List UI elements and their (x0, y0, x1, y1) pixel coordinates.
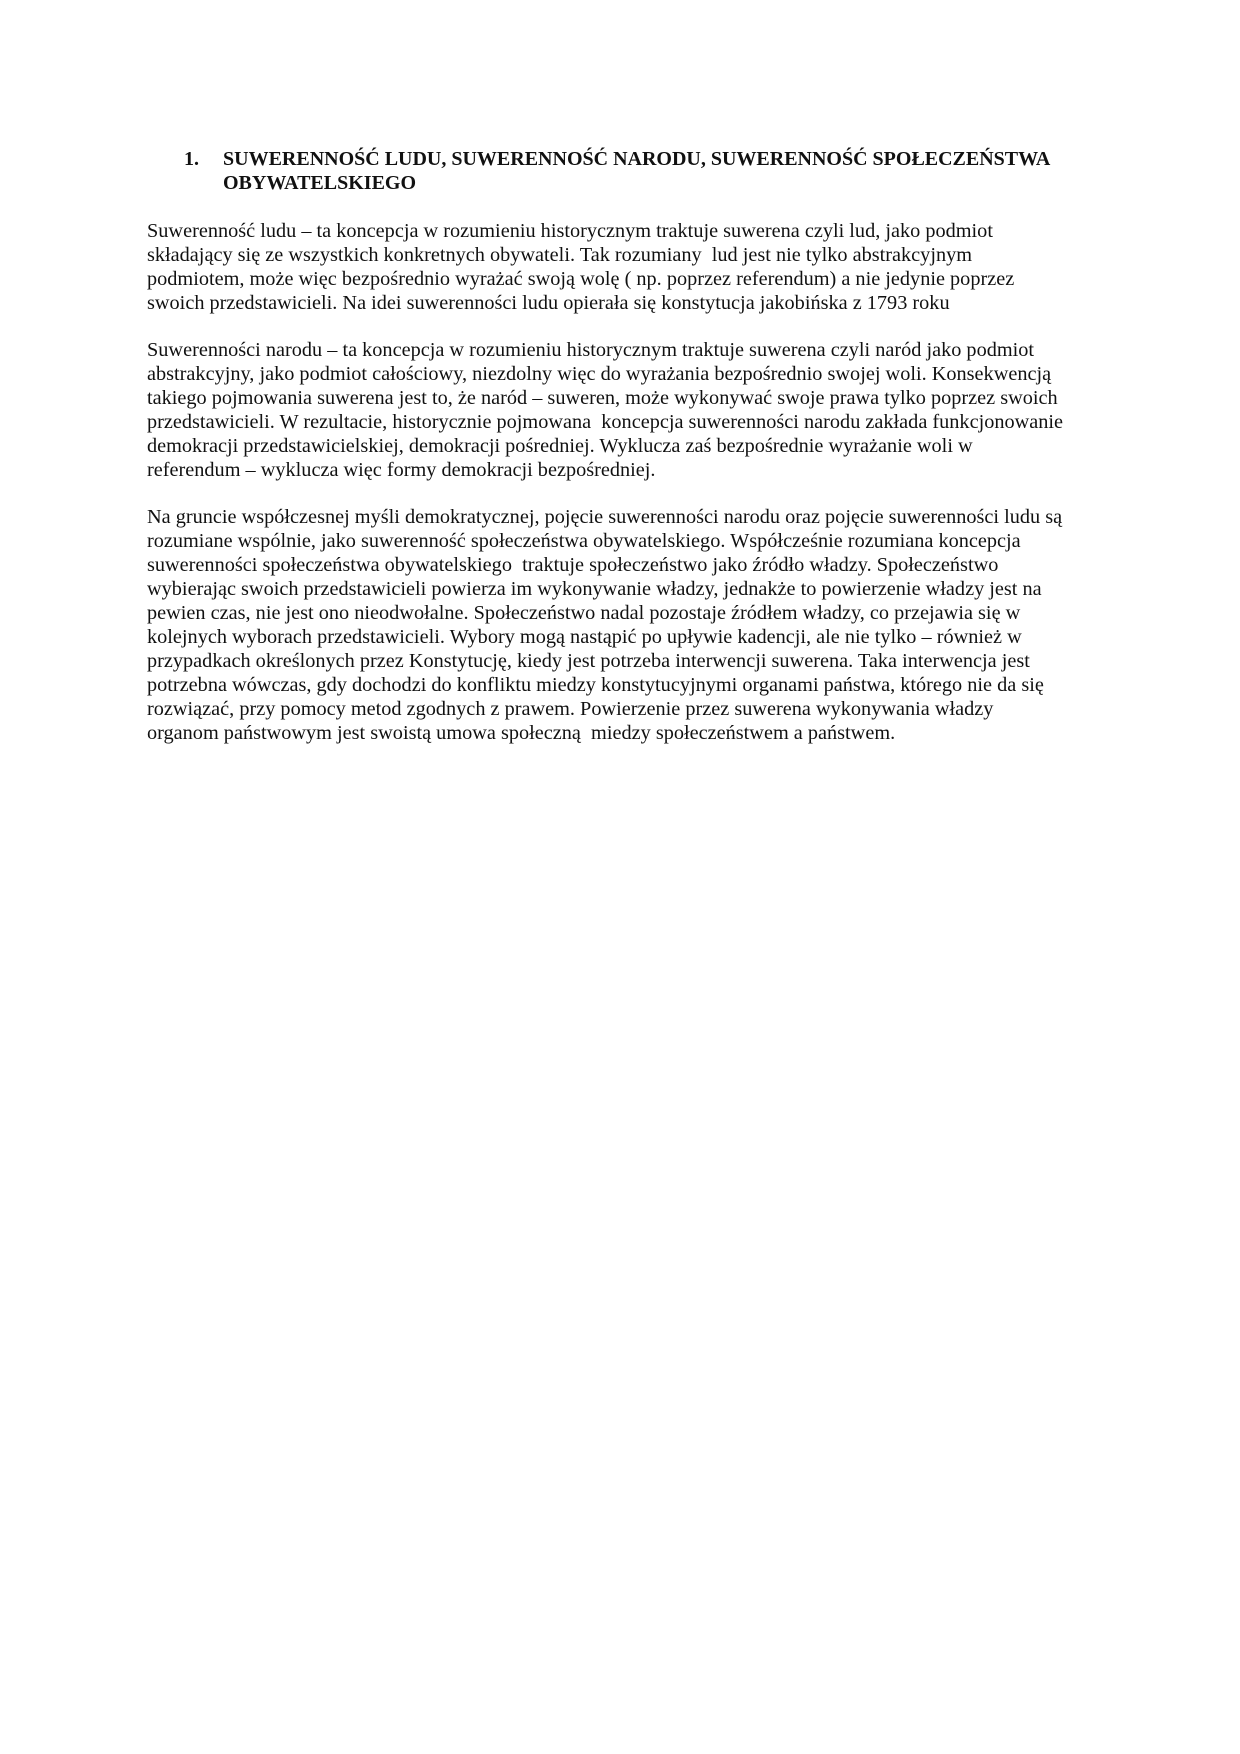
text-line: suwerenności społeczeństwa obywatelskiego traktuje społeczeństwo jako źródło władzy. Społeczeństwo (147, 554, 999, 576)
text-line: potrzebna wówczas, gdy dochodzi do konfliktu miedzy konstytucyjnymi organami państwa, którego nie da się (147, 674, 1044, 696)
text-line: wybierając swoich przedstawicieli powierza im wykonywanie władzy, jednakże to powierzenie władzy jest na (147, 578, 1042, 600)
text-line: swoich przedstawicieli. Na idei suwerenności ludu opierała się konstytucja jakobińska z 1793 roku (147, 292, 950, 314)
text-line: referendum – wyklucza więc formy demokracji bezpośredniej. (147, 459, 656, 481)
text-line: abstrakcyjny, jako podmiot całościowy, niezdolny więc do wyrażania bezpośrednio swojej woli. Konsekwencją (147, 363, 1052, 385)
text-line: Na gruncie współczesnej myśli demokratycznej, pojęcie suwerenności narodu oraz pojęcie suwerenności ludu są (147, 506, 1063, 528)
text-line: takiego pojmowania suwerena jest to, że naród – suweren, może wykonywać swoje prawa tylko poprzez swoich (147, 387, 1058, 409)
text-line: kolejnych wyborach przedstawicieli. Wybory mogą nastąpić po upływie kadencji, ale nie tylko – również w (147, 626, 1022, 648)
text-line: pewien czas, nie jest ono nieodwołalne. Społeczeństwo nadal pozostaje źródłem władzy, co przejawia się w (147, 602, 1021, 624)
text-line: przypadkach określonych przez Konstytucję, kiedy jest potrzeba interwencji suwerena. Taka interwencja jest (147, 650, 1030, 672)
text-line: rozwiązać, przy pomocy metod zgodnych z prawem. Powierzenie przez suwerena wykonywania władzy (147, 698, 994, 720)
paragraph-spoleczenstwo-obywatelskie (147, 505, 1062, 745)
paragraph-suwerennosc-narodu (147, 338, 1063, 482)
text-line: podmiotem, może więc bezpośrednio wyrażać swoją wolę ( np. poprzez referendum) a nie jedynie poprzez (147, 268, 1015, 290)
text-line: rozumiane wspólnie, jako suwerenność społeczeństwa obywatelskiego. Współcześnie rozumiana koncepcja (147, 530, 1021, 552)
text-line: Suwerenność ludu – ta koncepcja w rozumieniu historycznym traktuje suwerena czyli lud, jako podmiot (147, 220, 993, 242)
text-line: składający się ze wszystkich konkretnych obywateli. Tak rozumiany lud jest nie tylko abstrakcyjnym (147, 244, 973, 266)
text-line: przedstawicieli. W rezultacie, historycznie pojmowana koncepcja suwerenności narodu zakłada funkcjonowanie (147, 411, 1064, 433)
paragraph-suwerennosc-ludu (147, 219, 1014, 315)
text-line: organom państwowym jest swoistą umowa społeczną miedzy społeczeństwem a państwem. (147, 722, 896, 744)
heading-number: 1. (184, 148, 199, 170)
text-line: Suwerenności narodu – ta koncepcja w rozumieniu historycznym traktuje suwerena czyli naród jako podmiot (147, 339, 1035, 361)
heading-line-2: OBYWATELSKIEGO (223, 172, 417, 194)
heading-line-1: SUWERENNOŚĆ LUDU, SUWERENNOŚĆ NARODU, SUWERENNOŚĆ SPOŁECZEŃSTWA (223, 148, 1051, 170)
text-line: demokracji przedstawicielskiej, demokracji pośredniej. Wyklucza zaś bezpośrednie wyrażanie woli w (147, 435, 973, 457)
